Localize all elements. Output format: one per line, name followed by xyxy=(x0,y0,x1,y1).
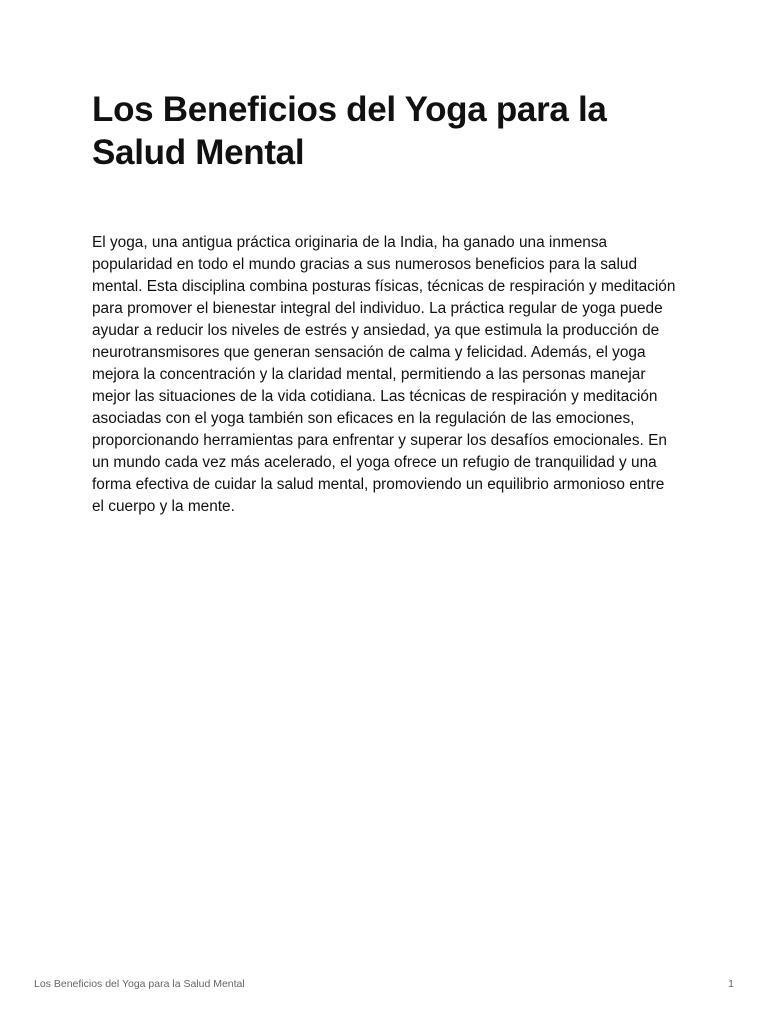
document-body-paragraph: El yoga, una antigua práctica originaria de la India, ha ganado una inmensa popularidad en todo el mundo gracias a sus numerosos beneficios para la salud mental. Esta disciplina combina posturas físicas, técnicas de respiración y meditación para promover el bienestar integral del individuo. La práctica regular de yoga puede ayudar a reducir los niveles de estrés y ansiedad, ya que estimula la producción de neurotransmisores que generan sensación de calma y felicidad. Además, el yoga mejora la concentración y la claridad mental, permitiendo a las personas manejar mejor las situaciones de la vida cotidiana. Las técnicas de respiración y meditación asociadas con el yoga también son eficaces en la regulación de las emociones, proporcionando herramientas para enfrentar y superar los desafíos emocionales. En un mundo cada vez más acelerado, el yoga ofrece un refugio de tranquilidad y una forma efectiva de cuidar la salud mental, promoviendo un equilibrio armonioso entre el cuerpo y la mente. xyxy=(92,234,676,515)
footer-page-number: 1 xyxy=(728,978,734,990)
footer-title: Los Beneficios del Yoga para la Salud Mental xyxy=(34,978,245,990)
document-title: Los Beneficios del Yoga para la Salud Mental xyxy=(92,90,607,172)
